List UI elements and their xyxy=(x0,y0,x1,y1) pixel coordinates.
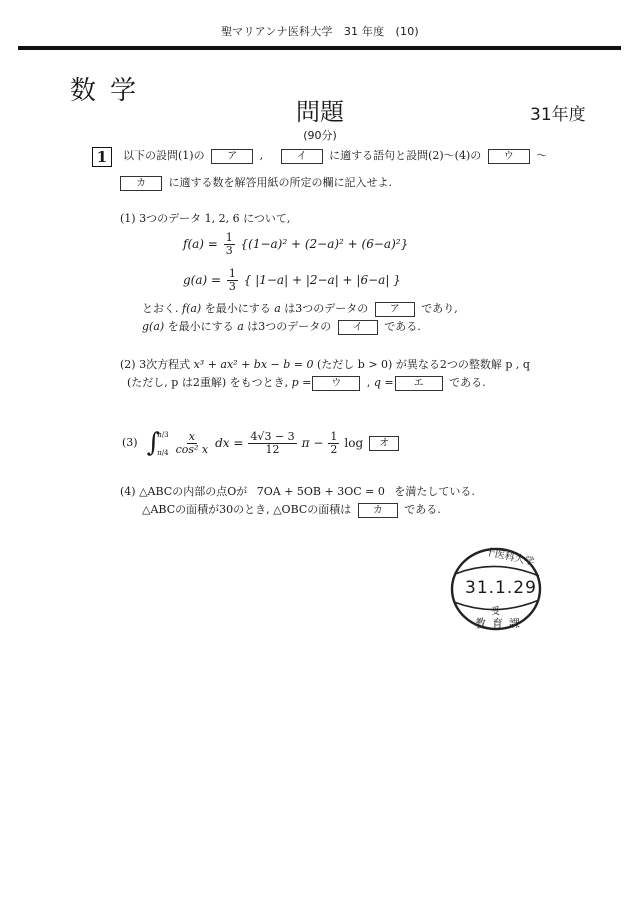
part-1-lead xyxy=(120,210,290,228)
blank-e: エ xyxy=(395,376,443,391)
part-label: (2) xyxy=(120,358,136,371)
blank-i: イ xyxy=(281,149,323,164)
part-2-line1 xyxy=(120,356,530,374)
intro-text: に適する数を解答用紙の所定の欄に記入せよ. xyxy=(168,176,392,189)
part-text: 3次方程式 xyxy=(139,358,191,371)
integral-sign: ∫ xyxy=(146,428,161,458)
part-label: (3) xyxy=(122,436,138,449)
upper-limit: π/3 xyxy=(157,431,169,439)
part-text: △ABCの面積が30のとき, △OBCの面積は xyxy=(142,503,352,516)
part-2-line2 xyxy=(127,374,486,392)
q-equals: q = xyxy=(373,376,394,389)
fraction-one-third: $\frac{1}{3}$ xyxy=(225,231,233,257)
vector-equation: 7OA + 5OB + 3OC = 0 xyxy=(256,485,385,498)
part-text: を最小にする xyxy=(167,320,234,333)
part-text: は3つのデータの xyxy=(247,320,332,333)
part-text: (ただし b > 0) が異なる2つの整数解 p , q xyxy=(317,358,530,371)
part-text: であり, xyxy=(421,302,458,315)
math-a: a xyxy=(237,320,244,333)
part-label: (4) xyxy=(120,485,136,498)
receipt-stamp xyxy=(443,544,549,634)
intro-text: 以下の設問(1)の xyxy=(123,149,205,162)
part-text: である. xyxy=(449,376,486,389)
part-text: とおく. xyxy=(142,302,179,315)
math-ga: g(a) xyxy=(142,320,165,333)
blank-ka: カ xyxy=(358,503,398,518)
part-3-integral xyxy=(122,426,402,460)
g-lhs: g(a) xyxy=(183,273,208,287)
part-text: △ABCの内部の点Oが xyxy=(139,485,248,498)
blank-u: ウ xyxy=(312,376,360,391)
math-fa: f(a) xyxy=(182,302,202,315)
stamp-middle: 受 xyxy=(491,607,501,617)
header-rule xyxy=(18,46,621,50)
part-text: である. xyxy=(384,320,421,333)
part-text: である. xyxy=(404,503,441,516)
part-1-text2 xyxy=(142,318,421,336)
intro-tilde: 〜 xyxy=(536,149,548,162)
rhs-fraction: $\frac{4√3 - 3}{12}$ xyxy=(250,429,295,456)
blank-a: ア xyxy=(375,302,415,317)
intro-text: に適する語句と設問(2)〜(4)の xyxy=(329,149,482,162)
integral xyxy=(147,426,169,460)
separator: , xyxy=(366,376,371,389)
question-number: 1 xyxy=(92,147,112,167)
stamp-date: 31.1.29 xyxy=(465,578,537,598)
part-text: は3つのデータの xyxy=(284,302,369,315)
question-intro-line1 xyxy=(123,147,547,165)
g-formula: g(a) = $\frac{1}{3}$ { |1−a| + |2−a| + |6−a| } xyxy=(183,267,401,293)
math-a: a xyxy=(274,302,281,315)
part-text: 3つのデータ 1, 2, 6 について, xyxy=(139,212,291,225)
stamp-top-text: 十医科大学 xyxy=(483,546,536,569)
exam-duration: (90分) xyxy=(303,129,337,142)
fraction-one-third: $\frac{1}{3}$ xyxy=(228,267,236,293)
part-4-line2 xyxy=(142,501,441,519)
part-label: (1) xyxy=(120,212,136,225)
f-rhs: {(1−a)² + (2−a)² + (6−a)²} xyxy=(240,237,409,251)
subject-title: 数学 xyxy=(70,76,151,106)
stamp-bottom-text: 教育課 xyxy=(475,617,526,630)
log-text: log xyxy=(344,436,364,450)
integrand: $\frac{x}{\text{cos² x}}$ xyxy=(175,429,209,456)
part-text: を満たしている. xyxy=(394,485,475,498)
blank-ka: カ xyxy=(120,176,162,191)
blank-o: オ xyxy=(369,436,399,451)
part-1-text1 xyxy=(142,300,458,318)
question-intro-line2 xyxy=(120,174,392,192)
intro-comma: , xyxy=(259,149,264,162)
cubic-equation: x³ + ax² + bx − b = 0 xyxy=(193,358,314,371)
part-text: を最小にする xyxy=(204,302,271,315)
exam-year: 31年度 xyxy=(530,105,586,125)
p-equals: p = xyxy=(291,376,312,389)
lower-limit: π/4 xyxy=(157,449,169,457)
f-lhs: f(a) xyxy=(183,237,204,251)
part-4-line1 xyxy=(120,483,475,501)
pi-minus: π − xyxy=(301,436,324,450)
f-formula: f(a) = $\frac{1}{3}$ {(1−a)² + (2−a)² + (6−a)²} xyxy=(183,231,409,257)
part-text: (ただし, p は2重解) をもつとき, xyxy=(127,376,289,389)
blank-i: イ xyxy=(338,320,378,335)
blank-a: ア xyxy=(211,149,253,164)
blank-u: ウ xyxy=(488,149,530,164)
half-fraction: $\frac{1}{2}$ xyxy=(330,429,338,456)
dx-equals: dx = xyxy=(215,436,244,450)
running-header: 聖マリアンナ医科大学 31 年度 (10) xyxy=(221,25,419,38)
page-title: 問題 xyxy=(296,98,344,126)
g-rhs: { |1−a| + |2−a| + |6−a| } xyxy=(243,273,401,287)
